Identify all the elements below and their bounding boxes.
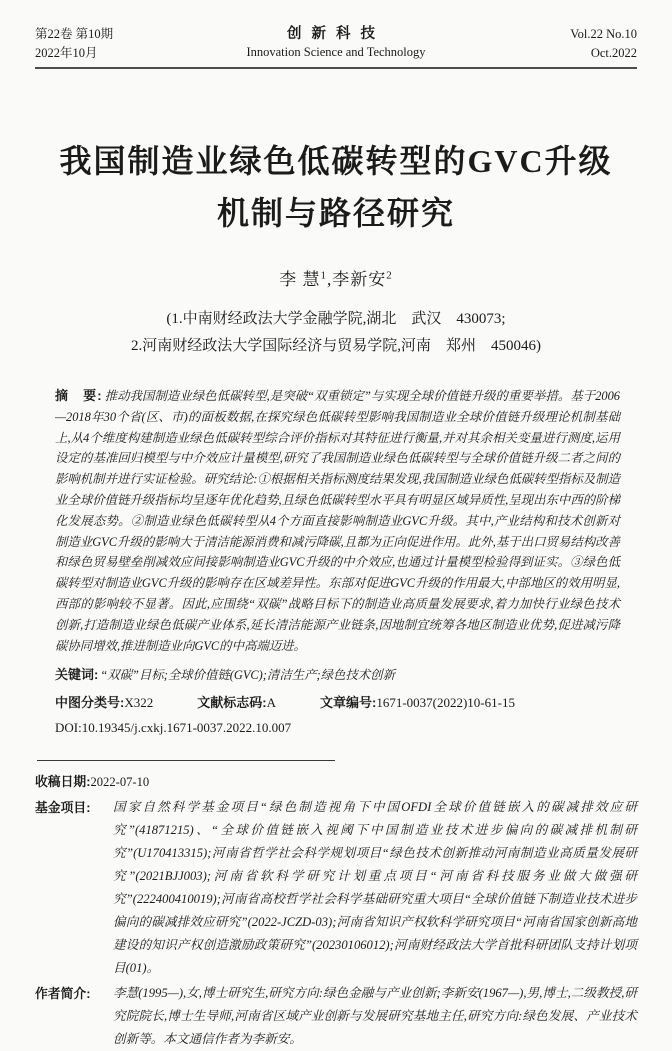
clc-segment — [55, 692, 153, 711]
affiliations — [35, 306, 637, 360]
abstract-block — [55, 386, 620, 736]
doi-label: DOI: — [55, 720, 82, 736]
affiliation-2: 2.河南财经政法大学国际经济与贸易学院,河南 郑州 450046) — [131, 338, 541, 354]
affiliation-1: (1.中南财经政法大学金融学院,湖北 武汉 430073; — [166, 311, 506, 327]
journal-title-en: Innovation Science and Technology — [246, 45, 426, 59]
header-divider — [35, 67, 637, 69]
journal-title-block — [185, 26, 487, 61]
article-title — [35, 135, 637, 239]
journal-vol-info — [487, 26, 637, 62]
article-id-segment — [320, 692, 515, 711]
article-id-value: 1671-0037(2022)10-61-15 — [376, 695, 515, 711]
article-title-line2: 机制与路径研究 — [216, 195, 455, 231]
doc-code-value: A — [266, 695, 276, 711]
author-1-affiliation-mark: 1 — [320, 269, 327, 282]
article-id-label: 文章编号: — [319, 695, 377, 711]
abstract-text: 推动我国制造业绿色低碳转型,是突破“双重锁定”与实现全球价值链升级的重要举措。基于2006—2018年30个省(区、市)的面板数据,在探究绿色低碳转型影响我国制造业全球价值链升级理论机制基础上,从4个维度构建制造业绿色低碳转型综合评价指标对其特征进行衡量,并对其余相关变量进行测度,运用设定的基准回归模型与中介效应计量模型,研究了我国制造业绿色低碳转型与全球价值链升级二者之间的影响机制并进行实证检验。研究结论:①根据相关指标测度结果发现,我国制造业绿色低碳转型指标及制造业全球价值链升级指标均呈逐年优化趋势,且绿色低碳转型水平具有明显区域异质性,呈现出东中西的阶梯化发展态势。②制造业绿色低碳转型从4个方面直接影响制造业GVC升级。其中,产业结构和技术创新对制造业GVC升级的影响大于清洁能源消费和减污降碳,且都为正向促进作用。此外,基于出口贸易结构改善和绿色贸易壁垒削减效应间接影响制造业GVC升级的中介效应,也通过计量模型检验得到证实。③绿色低碳转型对制造业GVC升级的影响存在区域差异性。东部对促进GVC升级的作用最大,中部地区的效用明显,西部的影响较不显著。因此,应围绕“双碳”战略目标下的制造业高质量发展要求,着力加快行业绿色技术创新,打造制造业绿色低碳产业体系,延长清洁能源产业链条,因地制宜统筹各地区制造业优势,促进减污降碳协同增效,推进制造业向GVC的中高端迈进。 — [55, 389, 620, 653]
abstract-paragraph — [55, 386, 620, 656]
doi-line — [55, 720, 620, 736]
keywords-label: 关键词: — [55, 667, 99, 683]
journal-vol-en: Vol.22 No.10 — [570, 27, 637, 41]
received-date-value: 2022-07-10 — [90, 775, 150, 790]
author-bio-line — [35, 982, 637, 1051]
journal-date-en: Oct.2022 — [590, 46, 637, 60]
author-separator: , — [327, 270, 333, 289]
fund-project-text: 国家自然科学基金项目“绿色制造视角下中国OFDI全球价值链嵌入的碳减排效应研究”(41871215)、“全球价值链嵌入视阈下中国制造业技术进步偏向的碳减排机制研究”(U170413315);河南省哲学社会科学规划项目“绿色技术创新推动河南制造业高质量发展研究”(2021BJJ003);河南省软科学研究计划重点项目“河南省科技服务业做大做强研究”(222400410019);河南省高校哲学社会科学基础研究重大项目“全球价值链下制造业技术进步偏向的碳减排效应研究”(2022-JCZD-03);河南省知识产权软科学研究项目“河南省国家创新高地建设的知识产权创造激励政策研究”(20230106012);河南财经政法大学首批科研团队支持计划项目(01)。 — [113, 800, 637, 976]
classification-row — [55, 692, 620, 711]
author-bio-label: 作者简介: — [35, 986, 91, 1002]
abstract-label: 摘 要: — [55, 388, 103, 403]
received-date-line — [35, 770, 637, 794]
keywords-line — [55, 665, 620, 685]
journal-title-cn: 创新科技 — [287, 26, 385, 42]
author-1: 李 慧 — [279, 270, 321, 289]
footnote-divider — [37, 760, 335, 761]
journal-issue-info — [35, 26, 185, 62]
doi-value: 10.19345/j.cxkj.1671-0037.2022.10.007 — [81, 720, 292, 736]
author-line — [35, 265, 637, 290]
journal-date-cn: 2022年10月 — [35, 46, 98, 60]
keywords-text: “双碳”目标;全球价值链(GVC);清洁生产;绿色技术创新 — [100, 668, 395, 683]
journal-issue-cn: 第22卷 第10期 — [35, 27, 114, 41]
fund-project-line — [35, 796, 637, 980]
author-2-affiliation-mark: 2 — [386, 269, 393, 282]
doc-code-label: 文献标志码: — [197, 695, 267, 711]
footnote-section — [35, 770, 637, 1051]
author-bio-text: 李慧(1995—),女,博士研究生,研究方向:绿色金融与产业创新;李新安(1967—),男,博士,二级教授,研究院院长,博士生导师,河南省区域产业创新与发展研究基地主任,研究方向:绿色发展、产业技术创新等。本文通信作者为李新安。 — [113, 986, 637, 1047]
doc-code-segment — [197, 692, 276, 711]
clc-value: X322 — [124, 695, 154, 711]
journal-header — [35, 26, 637, 62]
clc-label: 中图分类号: — [55, 695, 125, 711]
received-date-label: 收稿日期: — [35, 774, 91, 790]
fund-project-label: 基金项目: — [35, 800, 91, 816]
article-title-line1: 我国制造业绿色低碳转型的GVC升级 — [59, 143, 613, 179]
author-2: 李新安 — [332, 270, 387, 289]
